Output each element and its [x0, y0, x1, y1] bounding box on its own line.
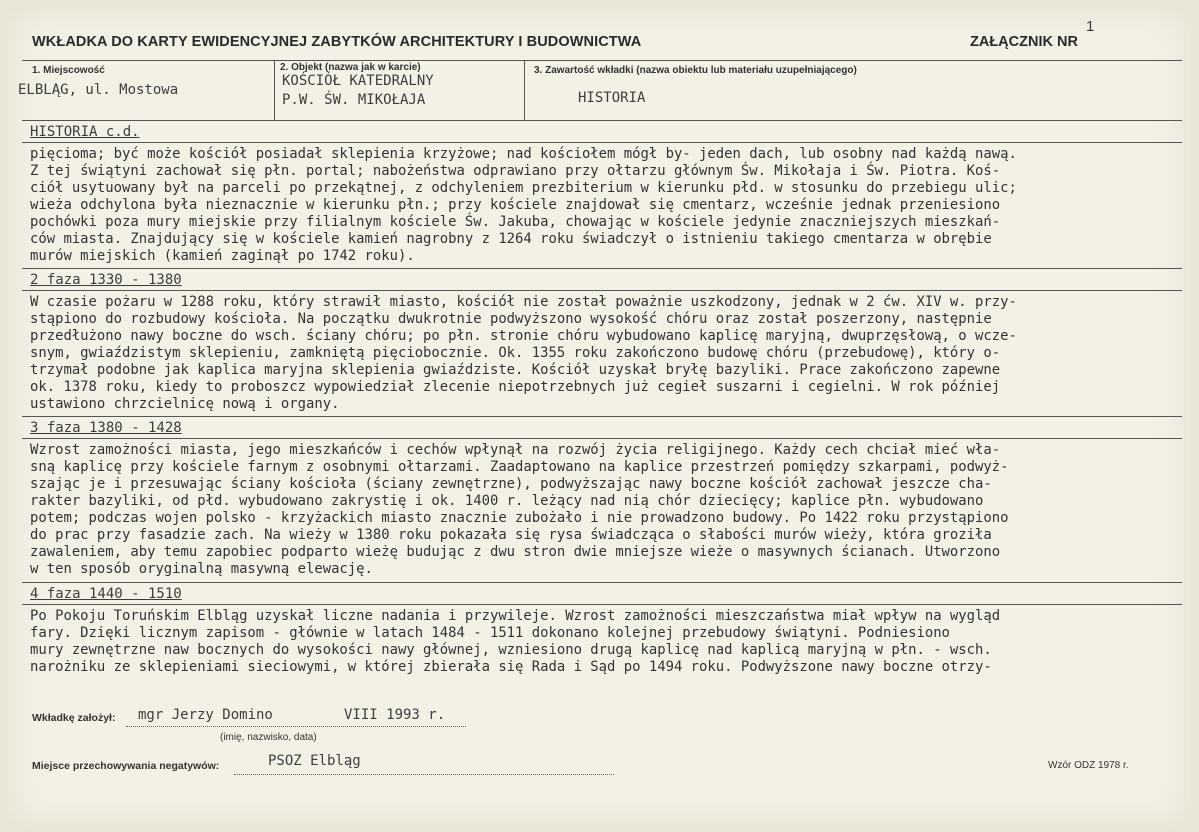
- section-rule: [22, 290, 1182, 291]
- text-line: ustawiono chrzcielnicę nową i organy.: [30, 396, 340, 412]
- annex-number: 1: [1086, 18, 1095, 35]
- field-divider-2: [524, 60, 525, 120]
- section-rule: [22, 142, 1182, 143]
- text-line: snym, gwiaździstym sklepieniu, zamkniętą pięciobocznie. Ok. 1355 roku zakończono budowę chóru (przebudowę), który o-: [30, 345, 1001, 361]
- text-line: murów miejskich (kamień zaginął po 1742 roku).: [30, 248, 415, 264]
- header-rule-top: [22, 60, 1182, 61]
- text-line: ciół usytuowany był na parceli po przekątnej, z odchyleniem prezbiterium w kierunku płd. w stosunku do przebiegu ulic;: [30, 180, 1017, 196]
- author-label: Wkładkę założył:: [32, 712, 116, 724]
- section-rule: [22, 604, 1182, 605]
- author-value: mgr Jerzy Domino: [138, 707, 273, 723]
- text-line: fary. Dzięki licznym zapisom - głównie w latach 1484 - 1511 dokonano kolejnej przebudowy świątyni. Podniesiono: [30, 625, 950, 641]
- storage-value: PSOZ Elbląg: [268, 753, 361, 769]
- text-line: ok. 1378 roku, kiedy to proboszcz wypowiedział zlecenie niepotrzebnych już cegieł suszarni i cegielni. W rok później: [30, 379, 1001, 395]
- author-dotted-line: [126, 726, 466, 727]
- storage-dotted-line: [234, 774, 614, 775]
- section-heading-phase-2: 2 faza 1330 - 1380: [30, 272, 182, 288]
- object-value-line1: KOŚCIÓŁ KATEDRALNY: [282, 73, 434, 89]
- author-hint: (imię, nazwisko, data): [220, 732, 317, 743]
- section-text-phase-2: [30, 294, 1190, 413]
- form-code: Wzór ODZ 1978 r.: [1048, 760, 1129, 771]
- section-heading-phase-3: 3 faza 1380 - 1428: [30, 420, 182, 436]
- annex-label: ZAŁĄCZNIK NR: [970, 34, 1078, 50]
- section-text-history: [30, 146, 1190, 265]
- section-rule: [22, 268, 1182, 269]
- author-date: VIII 1993 r.: [344, 707, 446, 723]
- section-text-phase-3: [30, 442, 1190, 578]
- locality-label: 1. Miejscowość: [32, 65, 105, 76]
- locality-value: ELBLĄG, ul. Mostowa: [18, 82, 179, 98]
- object-label: 2. Objekt (nazwa jak w karcie): [280, 62, 421, 73]
- text-line: zawaleniem, aby temu zapobiec podparto wieżę budując z dwu stron dwie mniejsze wieże o masywnych ścianach. Utworzono: [30, 544, 1001, 560]
- storage-label: Miejsce przechowywania negatywów:: [32, 760, 220, 772]
- text-line: pochówki poza mury miejskie przy filialnym kościele Św. Jakuba, chowając w kościele jedynie znaczniejszych mieszkań-: [30, 214, 1001, 230]
- text-line: pięcioma; być może kościół posiadał sklepienia krzyżowe; nad kościołem mógł by- jeden dach, lub osobny nad każdą nawą.: [30, 146, 1017, 162]
- text-line: sną kaplicę przy kościele farnym z osobnymi ołtarzami. Zaadaptowano na kaplice przestrzeń pomiędzy szkarpami, podwyż-: [30, 459, 1009, 475]
- text-line: do prac przy fasadzie zach. Na wieży w 1380 roku pokazała się rysa świadcząca o słabości murów wieży, która groziła: [30, 527, 992, 543]
- text-line: przedłużono nawy boczne do wsch. ściany chóru; po płn. stronie chóru wybudowano kaplicę maryjną, dwuprzęsłową, o wcze-: [30, 328, 1017, 344]
- object-value-line2: P.W. ŚW. MIKOŁAJA: [282, 92, 426, 108]
- section-text-phase-4: [30, 608, 1190, 676]
- text-line: W czasie pożaru w 1288 roku, który strawił miasto, kościół nie został poważnie uszkodzony, jednak w 2 ćw. XIV w. przy-: [30, 294, 1017, 310]
- text-line: rakter bazyliki, od płd. wybudowano zakrystię i ok. 1400 r. leżący nad nią chór dziecięcy; kaplice płn. wybudowano: [30, 493, 984, 509]
- header-rule-bottom: [22, 120, 1182, 121]
- section-heading-history: HISTORIA c.d.: [30, 124, 140, 140]
- field-divider-1: [274, 60, 275, 120]
- text-line: stąpiono do rozbudowy kościoła. Na początku dwukrotnie podwyższono wysokość chóru oraz został poszerzony, następnie: [30, 311, 992, 327]
- text-line: Wzrost zamożności miasta, jego mieszkańców i cechów wpłynął na rozwój życia religijnego. Każdy cech chciał mieć wła-: [30, 442, 1001, 458]
- text-line: trzymał podobne jak kaplica maryjna sklepienia gwiaździste. Kościół uzyskał bryłę bazyliki. Prace zakończono zapewne: [30, 362, 1001, 378]
- section-rule: [22, 438, 1182, 439]
- text-line: szając je i przesuwając ściany kościoła (ściany zewnętrzne), podwyższając nawy boczne kościół zachował jeszcze cha-: [30, 476, 992, 492]
- text-line: narożniku ze sklepieniami sieciowymi, w której zbierała się Rada i Sąd po 1494 roku. Podwyższone nawy boczne otrzy-: [30, 659, 992, 675]
- record-card: [8, 8, 1191, 826]
- section-heading-phase-4: 4 faza 1440 - 1510: [30, 586, 182, 602]
- text-line: mury zewnętrzne naw bocznych do wysokości nawy głównej, wzniesiono drugą kaplicę nad kaplicą maryjną w płn. - wsch.: [30, 642, 992, 658]
- text-line: ców miasta. Znajdujący się w kościele kamień nagrobny z 1264 roku świadczył o istnieniu takiego cmentarza w obrębie: [30, 231, 992, 247]
- content-label: 3. Zawartość wkładki (nazwa obiektu lub materiału uzupełniającego): [534, 65, 857, 76]
- section-rule: [22, 582, 1182, 583]
- card-title: WKŁADKA DO KARTY EWIDENCYJNEJ ZABYTKÓW ARCHITEKTURY I BUDOWNICTWA: [32, 34, 642, 50]
- text-line: w ten sposób oryginalną masywną elewację.: [30, 561, 373, 577]
- text-line: wieża odchylona była nieznacznie w kierunku płn.; przy kościele znajdował się cmentarz, wcześnie jednak przeniesiono: [30, 197, 1001, 213]
- section-rule: [22, 416, 1182, 417]
- text-line: Z tej świątyni zachował się płn. portal; nabożeństwa odprawiano przy ołtarzu głównym Św. Mikołaja i Św. Piotra. Koś-: [30, 163, 1001, 179]
- content-value: HISTORIA: [578, 90, 646, 106]
- text-line: Po Pokoju Toruńskim Elbląg uzyskał liczne nadania i przywileje. Wzrost zamożności mieszczaństwa miał wpływ na wygląd: [30, 608, 1001, 624]
- text-line: potem; podczas wojen polsko - krzyżackich miasto znacznie zubożało i nie prowadzono budowy. Po 1422 roku przystąpiono: [30, 510, 1009, 526]
